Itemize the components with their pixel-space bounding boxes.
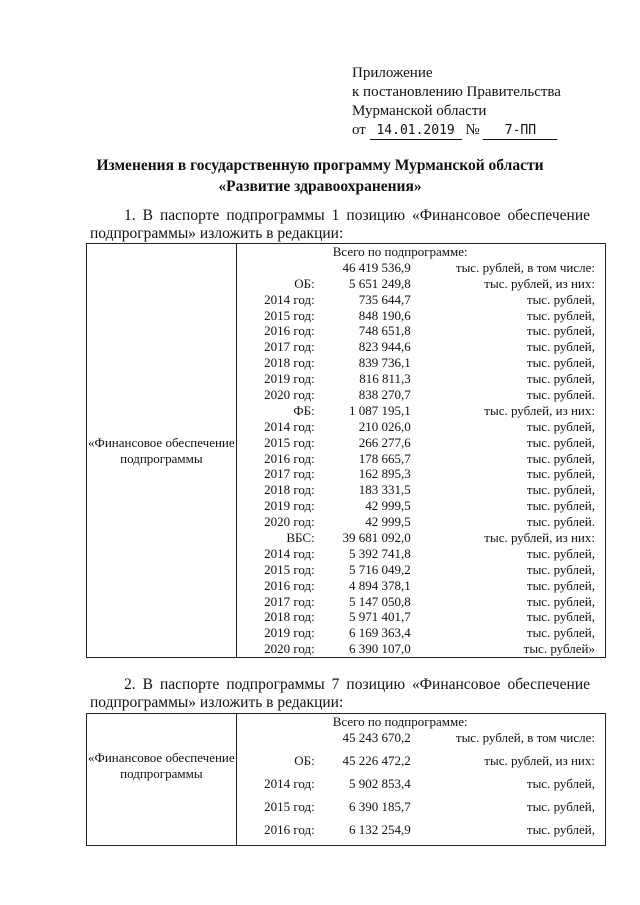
section1-label: «Финансовое обеспечение подпрограммы (88, 434, 235, 466)
row-year: 2015 год: (264, 561, 315, 577)
section1-total-value: 46 419 536,9 (342, 259, 411, 275)
row-value: 5 971 401,7 (348, 609, 411, 625)
section1-total-caption: Всего по подпрограмме: (332, 244, 468, 259)
row-value: 45 226 472,2 (342, 752, 411, 768)
row-year: 2016 год: (264, 577, 315, 593)
row-year: 2014 год: (264, 545, 315, 561)
row-unit: тыс. рублей, (526, 593, 595, 609)
section2-total-value: 45 243 670,2 (342, 729, 411, 745)
row-unit: тыс. рублей, из них: (484, 275, 595, 291)
row-year: 2015 год: (264, 434, 315, 450)
row-unit: тыс. рублей, (526, 307, 595, 323)
section2-total-caption: Всего по подпрограмме: (332, 714, 468, 729)
section1-table (86, 243, 606, 658)
row-unit: тыс. рублей. (526, 514, 595, 530)
table-row (237, 753, 605, 776)
row-unit: тыс. рублей» (523, 641, 595, 657)
row-value: 6 169 363,4 (348, 625, 411, 641)
section2-paragraph-line1 (90, 676, 590, 694)
table-row (237, 435, 605, 451)
appendix-date-line (352, 121, 592, 140)
table-row (237, 451, 605, 467)
row-value: 4 894 378,1 (348, 577, 411, 593)
row-value: 839 736,1 (358, 355, 411, 371)
row-value: 5 651 249,8 (348, 275, 411, 291)
title-line2: «Развитие здравоохранения» (218, 178, 422, 195)
section1-paragraph-line1 (90, 207, 590, 225)
row-year: 2014 год: (264, 418, 315, 434)
row-year: 2016 год: (264, 450, 315, 466)
table-row (237, 822, 605, 845)
row-year: 2019 год: (264, 498, 315, 514)
row-year: ВБС: (286, 530, 315, 546)
row-year: 2014 год: (264, 291, 315, 307)
table-row (237, 641, 605, 657)
appendix-line3: Мурманской области (352, 103, 487, 119)
table-row (237, 562, 605, 578)
row-year: 2014 год: (264, 775, 315, 791)
row-year: 2019 год: (264, 625, 315, 641)
row-value: 5 147 050,8 (348, 593, 411, 609)
table-row (237, 371, 605, 387)
table-row (237, 292, 605, 308)
row-unit: тыс. рублей, (526, 323, 595, 339)
table-row (237, 482, 605, 498)
section1-paragraph-line2: подпрограммы» изложить в редакции: (90, 225, 344, 242)
section2-label-cell (87, 714, 237, 846)
table-row (237, 799, 605, 822)
row-unit: тыс. рублей, (526, 625, 595, 641)
section2-total-unit: тыс. рублей, в том числе: (455, 729, 595, 745)
appendix-line2: к постановлению Правительства (352, 84, 561, 100)
section1-text-line1: 1. В паспорте подпрограммы 1 позицию «Финансовое обеспечение (124, 207, 590, 224)
table-row (237, 339, 605, 355)
row-year: 2020 год: (264, 514, 315, 530)
section2-text-line1: 2. В паспорте подпрограммы 7 позицию «Финансовое обеспечение (124, 676, 590, 693)
row-value: 748 651,8 (358, 323, 411, 339)
row-year: 2018 год: (264, 482, 315, 498)
row-year: ОБ: (294, 275, 315, 291)
row-year: 2017 год: (264, 339, 315, 355)
number-sign: № (465, 122, 480, 138)
row-unit: тыс. рублей, из них: (484, 402, 595, 418)
row-year: 2015 год: (264, 798, 315, 814)
appendix-line1: Приложение (352, 65, 433, 81)
row-value: 5 392 741,8 (348, 545, 411, 561)
row-value: 816 811,3 (359, 371, 411, 387)
row-value: 838 270,7 (358, 387, 411, 403)
table-row (237, 530, 605, 546)
row-value: 1 087 195,1 (348, 402, 411, 418)
row-value: 178 665,7 (358, 450, 411, 466)
table-row (237, 594, 605, 610)
appendix-header (352, 64, 592, 140)
row-value: 210 026,0 (358, 418, 411, 434)
table-row (237, 466, 605, 482)
row-year: 2018 год: (264, 355, 315, 371)
row-unit: тыс. рублей, (526, 798, 595, 814)
section2-paragraph-line2: подпрограммы» изложить в редакции: (90, 694, 344, 711)
section1-content-cell (236, 244, 605, 658)
row-year: ФБ: (293, 402, 315, 418)
table-row (237, 355, 605, 371)
section1-values (237, 244, 605, 657)
table-row (237, 276, 605, 292)
row-unit: тыс. рублей, (526, 355, 595, 371)
row-value: 42 999,5 (365, 498, 411, 514)
row-unit: тыс. рублей, (526, 371, 595, 387)
table-row (237, 308, 605, 324)
row-value: 42 999,5 (365, 514, 411, 530)
row-value: 162 895,3 (358, 466, 411, 482)
table-row (237, 323, 605, 339)
row-value: 5 716 049,2 (348, 561, 411, 577)
document-title (0, 155, 640, 197)
row-year: 2017 год: (264, 466, 315, 482)
table-row (237, 776, 605, 799)
section2-table (86, 713, 606, 846)
row-year: 2016 год: (264, 323, 315, 339)
row-value: 5 902 853,4 (348, 775, 411, 791)
row-year: 2016 год: (264, 821, 315, 837)
table-row (237, 546, 605, 562)
row-year: 2015 год: (264, 307, 315, 323)
decree-number: 7-ПП (483, 123, 557, 140)
row-unit: тыс. рублей, (526, 577, 595, 593)
table-row (237, 498, 605, 514)
row-value: 6 390 185,7 (348, 798, 411, 814)
row-year: ОБ: (294, 752, 315, 768)
table-row (237, 403, 605, 419)
row-unit: тыс. рублей, из них: (484, 752, 595, 768)
row-unit: тыс. рублей, (526, 339, 595, 355)
row-unit: тыс. рублей, (526, 821, 595, 837)
table-row (237, 578, 605, 594)
section2-content-cell (236, 714, 605, 846)
section1-total-unit: тыс. рублей, в том числе: (455, 259, 595, 275)
row-unit: тыс. рублей, (526, 466, 595, 482)
row-unit: тыс. рублей, (526, 561, 595, 577)
section1-label-cell (87, 244, 237, 658)
table-row (237, 625, 605, 641)
decree-date: 14.01.2019 (370, 123, 462, 140)
row-value: 6 390 107,0 (348, 641, 411, 657)
row-unit: тыс. рублей. (526, 387, 595, 403)
from-prefix: от (352, 122, 366, 138)
row-unit: тыс. рублей, (526, 609, 595, 625)
title-line1: Изменения в государственную программу Мурманской области (96, 157, 544, 174)
row-year: 2019 год: (264, 371, 315, 387)
section2-label: «Финансовое обеспечение подпрограммы (88, 750, 235, 781)
row-value: 823 944,6 (358, 339, 411, 355)
row-unit: тыс. рублей, (526, 418, 595, 434)
table-row (237, 419, 605, 435)
row-unit: тыс. рублей, (526, 545, 595, 561)
row-unit: тыс. рублей, (526, 291, 595, 307)
row-value: 183 331,5 (358, 482, 411, 498)
section2-values (237, 714, 605, 845)
row-value: 735 644,7 (358, 291, 411, 307)
row-unit: тыс. рублей, из них: (484, 530, 595, 546)
table-row (237, 387, 605, 403)
row-year: 2020 год: (264, 641, 315, 657)
row-unit: тыс. рублей, (526, 450, 595, 466)
row-unit: тыс. рублей, (526, 434, 595, 450)
row-value: 266 277,6 (358, 434, 411, 450)
row-value: 39 681 092,0 (342, 530, 411, 546)
row-year: 2017 год: (264, 593, 315, 609)
row-value: 848 190,6 (358, 307, 411, 323)
row-year: 2018 год: (264, 609, 315, 625)
row-value: 6 132 254,9 (348, 821, 411, 837)
table-row (237, 514, 605, 530)
row-unit: тыс. рублей, (526, 775, 595, 791)
table-row (237, 609, 605, 625)
row-unit: тыс. рублей, (526, 498, 595, 514)
row-year: 2020 год: (264, 387, 315, 403)
row-unit: тыс. рублей, (526, 482, 595, 498)
